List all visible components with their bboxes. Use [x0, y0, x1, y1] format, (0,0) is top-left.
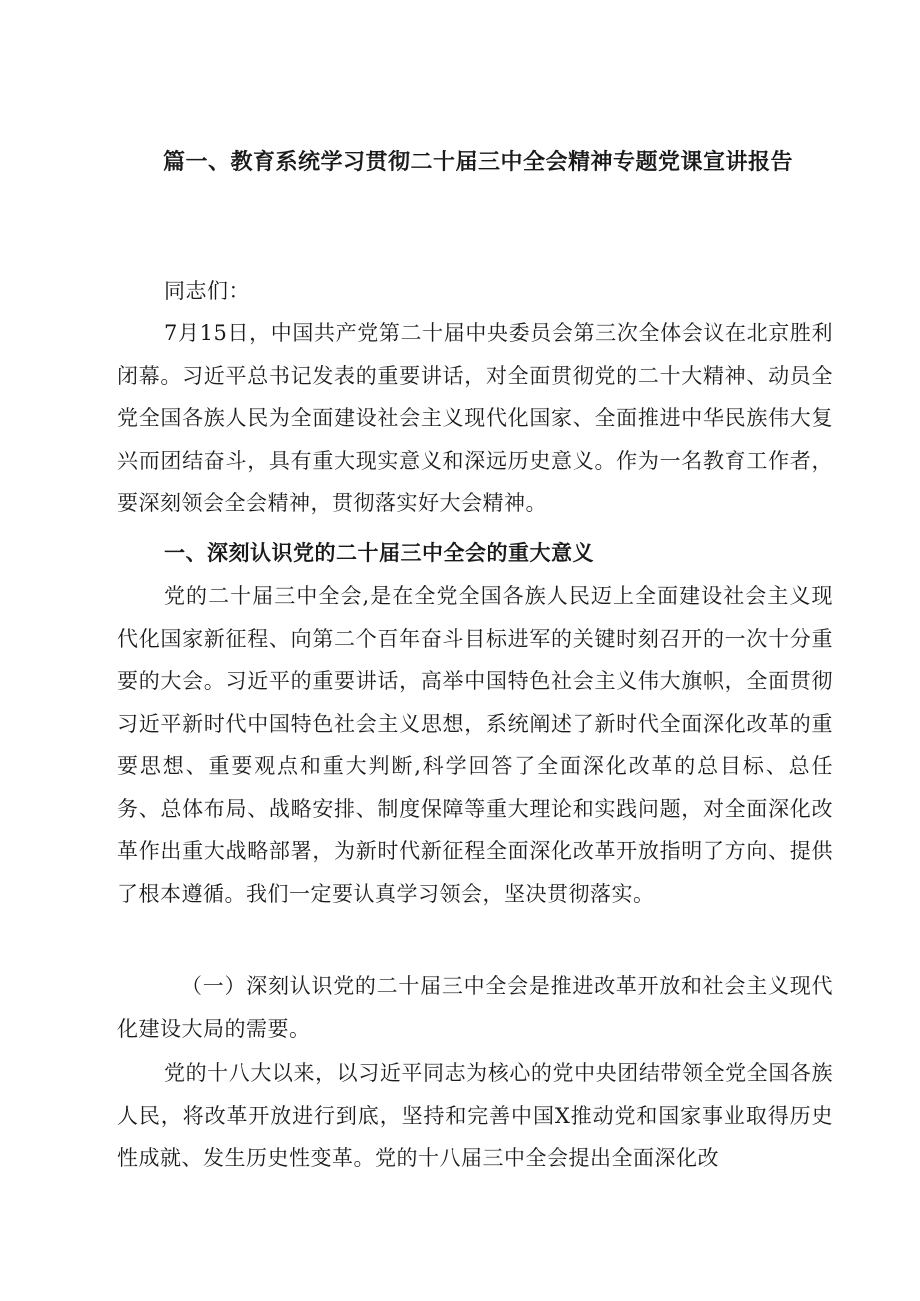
- section-1-body: 党的二十届三中全会,是在全党全国各族人民迈上全面建设社会主义现代化国家新征程、向第二个百年奋斗目标进军的关键时刻召开的一次十分重要的大会。习近平的重要讲话，高举中国特色社会主义伟大旗帜，全面贯彻习近平新时代中国特色社会主义思想，系统阐述了新时代全面深化改革的重要思想、重要观点和重大判断,科学回答了全面深化改革的总目标、总任务、总体布局、战略安排、制度保障等重大理论和实践问题，对全面深化改革作出重大战略部署，为新时代新征程全面深化改革开放指明了方向、提供了根本遵循。我们一定要认真学习领会，坚决贯彻落实。: [117, 584, 833, 906]
- intro-paragraph: 7月15日，中国共产党第二十届中央委员会第三次全体会议在北京胜利闭幕。习近平总书记发表的重要讲话，对全面贯彻党的二十大精神、动员全党全国各族人民为全面建设社会主义现代化国家、全面推进中华民族伟大复兴而团结奋斗，具有重大现实意义和深远历史意义。作为一名教育工作者，要深刻领会全会精神，贯彻落实好大会精神。: [117, 321, 833, 515]
- section-1-heading: 一、深刻认识党的二十届三中全会的重大意义: [164, 541, 594, 565]
- salutation: 同志们：: [164, 279, 250, 303]
- subsection-1-heading: （一）深刻认识党的二十届三中全会是推进改革开放和社会主义现代化建设大局的需要。: [117, 974, 833, 1041]
- subsection-1-body: 党的十八大以来，以习近平同志为核心的党中央团结带领全党全国各族人民，将改革开放进行到底，坚持和完善中国X推动党和国家事业取得历史性成就、发生历史性变革。党的十八届三中全会提出全面深化改: [117, 1061, 833, 1170]
- document-title: 篇一、教育系统学习贯彻二十届三中全会精神专题党课宣讲报告: [162, 150, 793, 175]
